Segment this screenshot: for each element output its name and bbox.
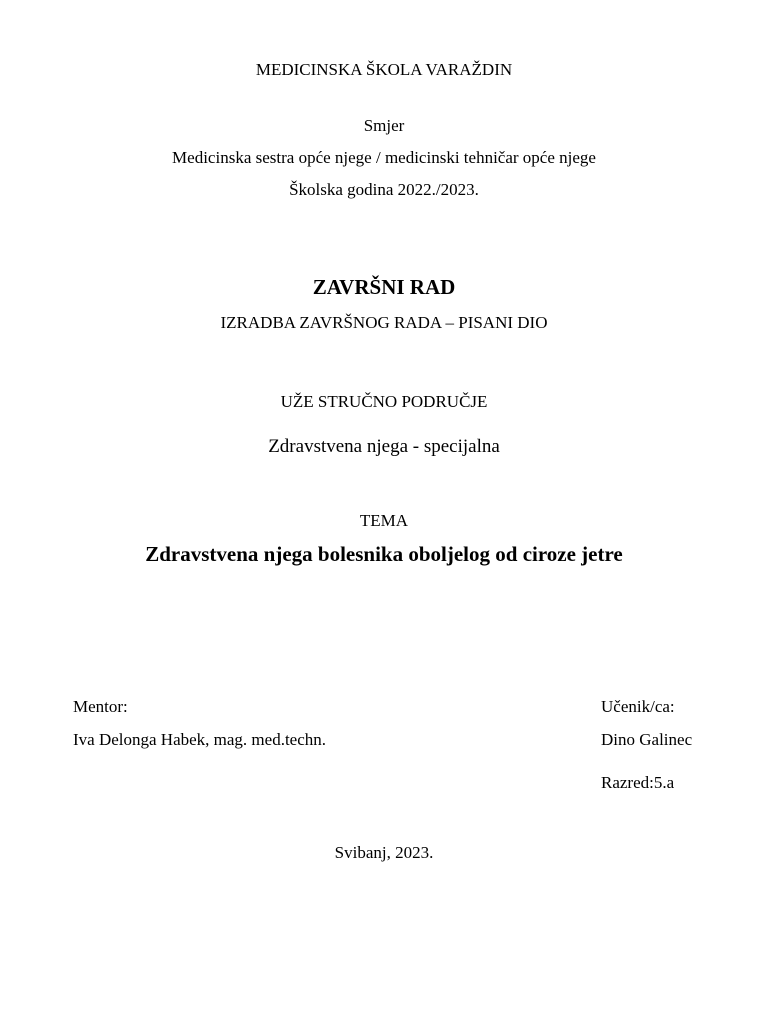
mentor-name: Iva Delonga Habek, mag. med.techn. [73,730,327,749]
document-subtitle: IZRADBA ZAVRŠNOG RADA – PISANI DIO [220,313,548,332]
school-year: Školska godina 2022./2023. [289,180,479,199]
student-class: Razred:5.a [601,773,675,792]
direction-value: Medicinska sestra opće njege / medicinski tehničar opće njege [172,148,596,167]
document-title: ZAVRŠNI RAD [312,275,456,299]
student-name: Dino Galinec [601,730,693,749]
student-label: Učenik/ca: [601,697,675,716]
school-name: MEDICINSKA ŠKOLA VARAŽDIN [255,60,513,79]
document-date: Svibanj, 2023. [334,843,434,862]
mentor-label: Mentor: [73,697,128,716]
topic-title: Zdravstvena njega bolesnika oboljelog od ciroze jetre [145,542,623,566]
field-value: Zdravstvena njega - specijalna [268,436,500,457]
topic-label: TEMA [359,511,409,530]
direction-label: Smjer [363,116,405,135]
field-label: UŽE STRUČNO PODRUČJE [280,392,488,411]
